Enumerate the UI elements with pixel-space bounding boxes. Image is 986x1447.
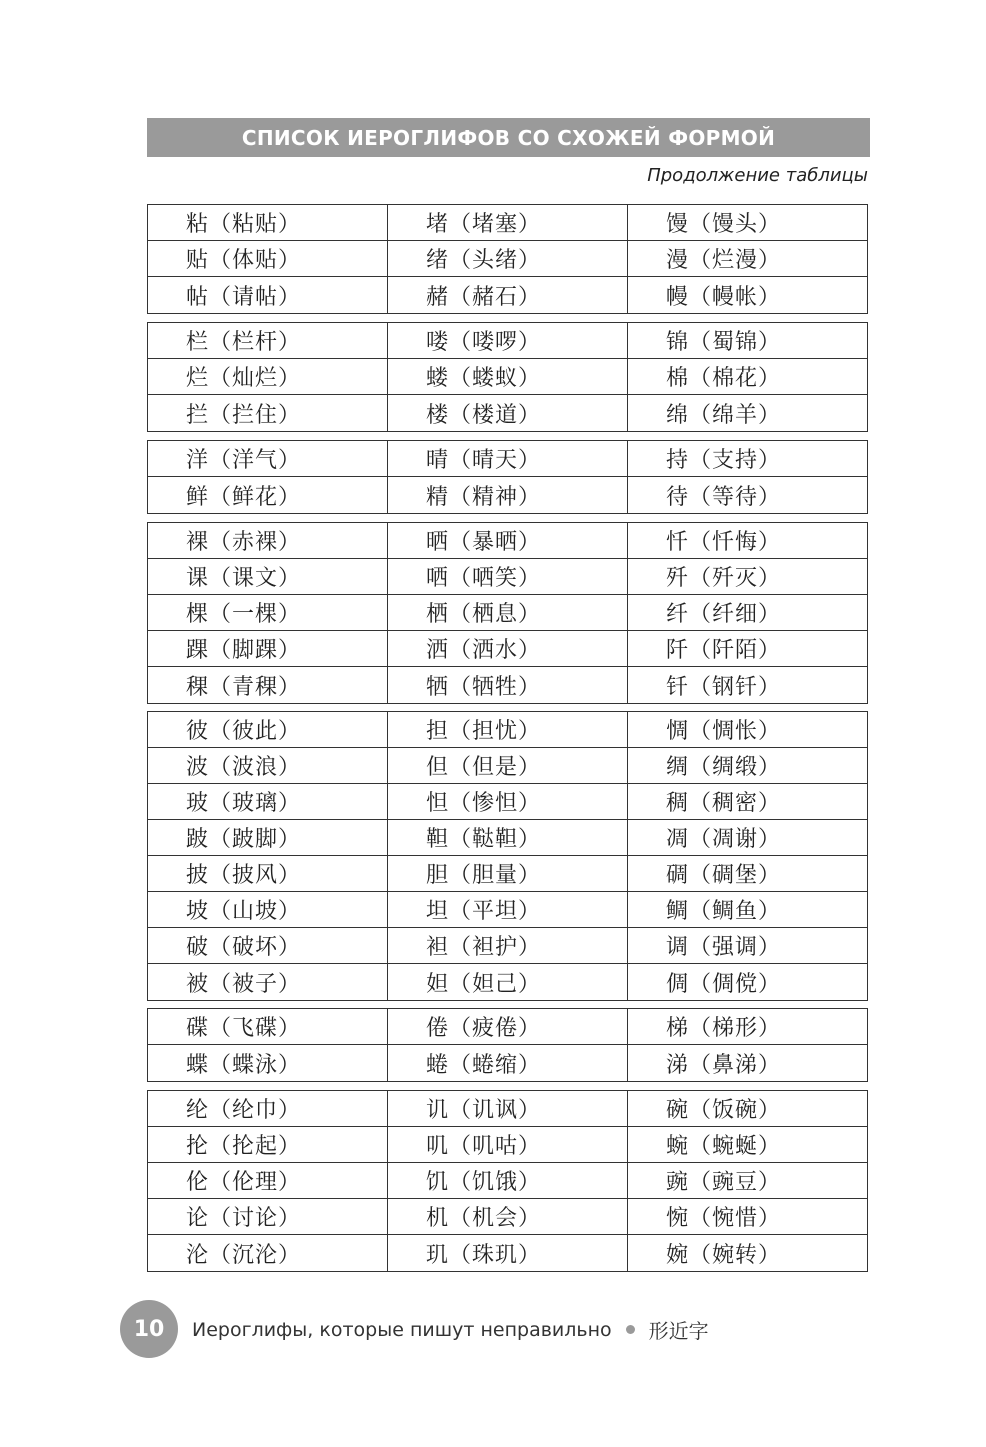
table-cell: 精（精神） bbox=[388, 477, 628, 513]
table-cell: 梯（梯形） bbox=[628, 1009, 867, 1045]
table-cell: 论（讨论） bbox=[148, 1199, 388, 1235]
table-cell: 栖（栖息） bbox=[388, 595, 628, 631]
section-header bbox=[147, 118, 870, 157]
table-cell: 楼（楼道） bbox=[388, 395, 628, 431]
table-cell: 胆（胆量） bbox=[388, 856, 628, 892]
table-cell: 坦（平坦） bbox=[388, 892, 628, 928]
table-cell: 持（支持） bbox=[628, 441, 867, 477]
table-cell: 碗（饭碗） bbox=[628, 1091, 867, 1127]
table-cell: 拦（拦住） bbox=[148, 395, 388, 431]
table-cell: 玑（珠玑） bbox=[388, 1235, 628, 1271]
table-group bbox=[147, 322, 868, 432]
table-cell: 赭（赭石） bbox=[388, 277, 628, 313]
table-cell: 凋（凋谢） bbox=[628, 820, 867, 856]
footer bbox=[192, 1315, 709, 1344]
table-cell: 袒（袒护） bbox=[388, 928, 628, 964]
table-cell: 钎（钢钎） bbox=[666, 674, 782, 700]
table-cell: 晒（暴晒） bbox=[388, 523, 628, 559]
table-group bbox=[147, 440, 868, 514]
table-cell: 牺（牺牲） bbox=[388, 667, 628, 703]
table-cell: 披（披风） bbox=[148, 856, 388, 892]
table-cell: 蜷（蜷缩） bbox=[388, 1045, 628, 1081]
table-cell: 碟（飞碟） bbox=[148, 1009, 388, 1045]
table-cell: 洒（洒水） bbox=[388, 631, 628, 667]
table-cell: 蝶（蝶泳） bbox=[148, 1045, 388, 1081]
table-cell: 靼（鞑靼） bbox=[388, 820, 628, 856]
table-cell: 坡（山坡） bbox=[148, 892, 388, 928]
table-cell: 伦（伦理） bbox=[148, 1163, 388, 1199]
table-cell: 裸（赤裸） bbox=[148, 523, 388, 559]
table-cell: 待（等待） bbox=[666, 484, 782, 510]
table-cell: 纤（纤细） bbox=[628, 595, 867, 631]
table-cell: 彼（彼此） bbox=[148, 712, 388, 748]
table-cell: 栏（栏杆） bbox=[148, 323, 388, 359]
table-cell: 棵（一棵） bbox=[148, 595, 388, 631]
table-cell: 歼（歼灭） bbox=[628, 559, 867, 595]
table-cell: 棉（棉花） bbox=[628, 359, 867, 395]
table-cell: 烂（灿烂） bbox=[148, 359, 388, 395]
section-title: СПИСОК ИЕРОГЛИФОВ СО СХОЖЕЙ ФОРМОЙ bbox=[241, 125, 776, 150]
table-cell: 锦（蜀锦） bbox=[628, 323, 867, 359]
table-cell: 纶（纶巾） bbox=[148, 1091, 388, 1127]
table-cell: 哂（哂笑） bbox=[388, 559, 628, 595]
table-cell: 叽（叽咕） bbox=[388, 1127, 628, 1163]
table-cell: 担（担忧） bbox=[388, 712, 628, 748]
table-cell: 贴（体贴） bbox=[148, 241, 388, 277]
table-cell: 稞（青稞） bbox=[148, 667, 388, 703]
table-cell: 蜿（蜿蜒） bbox=[628, 1127, 867, 1163]
table-cell: 讥（讥讽） bbox=[388, 1091, 628, 1127]
table-cell: 饥（饥饿） bbox=[388, 1163, 628, 1199]
table-cell: 波（波浪） bbox=[148, 748, 388, 784]
table-cell: 惋（惋惜） bbox=[628, 1199, 867, 1235]
table-group bbox=[147, 711, 868, 1001]
table-cell: 馒（馒头） bbox=[628, 205, 867, 241]
table-cell: 惆（惆怅） bbox=[628, 712, 867, 748]
table-cell: 抡（抡起） bbox=[148, 1127, 388, 1163]
book-title: Иероглифы, которые пишут неправильно bbox=[192, 1318, 612, 1341]
table-cell: 涕（鼻涕） bbox=[666, 1052, 782, 1078]
table-group bbox=[147, 1008, 868, 1082]
table-group bbox=[147, 204, 868, 314]
table-cell: 踝（脚踝） bbox=[148, 631, 388, 667]
table-cell: 幔（幔帐） bbox=[666, 284, 782, 310]
table-cell: 被（被子） bbox=[148, 964, 388, 1000]
table-cell: 沦（沉沦） bbox=[148, 1235, 388, 1271]
table-cell: 妲（妲己） bbox=[388, 964, 628, 1000]
table-cell: 跛（跛脚） bbox=[148, 820, 388, 856]
table-cell: 绵（绵羊） bbox=[666, 402, 782, 428]
table-cell: 晴（晴天） bbox=[388, 441, 628, 477]
table-cell: 喽（喽啰） bbox=[388, 323, 628, 359]
table-group bbox=[147, 522, 868, 704]
table-cell: 机（机会） bbox=[388, 1199, 628, 1235]
table-cell: 倜（倜傥） bbox=[666, 971, 782, 997]
table-cell: 鲷（鲷鱼） bbox=[628, 892, 867, 928]
chinese-title: 形近字 bbox=[648, 1319, 709, 1343]
table-cell: 蝼（蝼蚁） bbox=[388, 359, 628, 395]
table-cell: 怛（惨怛） bbox=[388, 784, 628, 820]
table-cell: 婉（婉转） bbox=[666, 1242, 782, 1268]
table-cell: 洋（洋气） bbox=[148, 441, 388, 477]
table-cell: 阡（阡陌） bbox=[628, 631, 867, 667]
table-cell: 忏（忏悔） bbox=[628, 523, 867, 559]
table-cell: 碉（碉堡） bbox=[628, 856, 867, 892]
table-cell: 帖（请帖） bbox=[148, 277, 388, 313]
table-cell: 稠（稠密） bbox=[628, 784, 867, 820]
table-cell: 调（强调） bbox=[628, 928, 867, 964]
table-cell: 破（破坏） bbox=[148, 928, 388, 964]
table-cell: 漫（烂漫） bbox=[628, 241, 867, 277]
table-cell: 豌（豌豆） bbox=[628, 1163, 867, 1199]
bullet-icon bbox=[626, 1325, 635, 1334]
table-cell: 鲜（鲜花） bbox=[148, 477, 388, 513]
table-cell: 绸（绸缎） bbox=[628, 748, 867, 784]
table-cell: 但（但是） bbox=[388, 748, 628, 784]
table-cell: 绪（头绪） bbox=[388, 241, 628, 277]
table-group bbox=[147, 1090, 868, 1272]
table-cell: 堵（堵塞） bbox=[388, 205, 628, 241]
table-cell: 粘（粘贴） bbox=[148, 205, 388, 241]
table-cell: 玻（玻璃） bbox=[148, 784, 388, 820]
table-continued-label: Продолжение таблицы bbox=[647, 165, 868, 186]
table-cell: 课（课文） bbox=[148, 559, 388, 595]
page-number: 10 bbox=[120, 1300, 178, 1358]
table-cell: 倦（疲倦） bbox=[388, 1009, 628, 1045]
